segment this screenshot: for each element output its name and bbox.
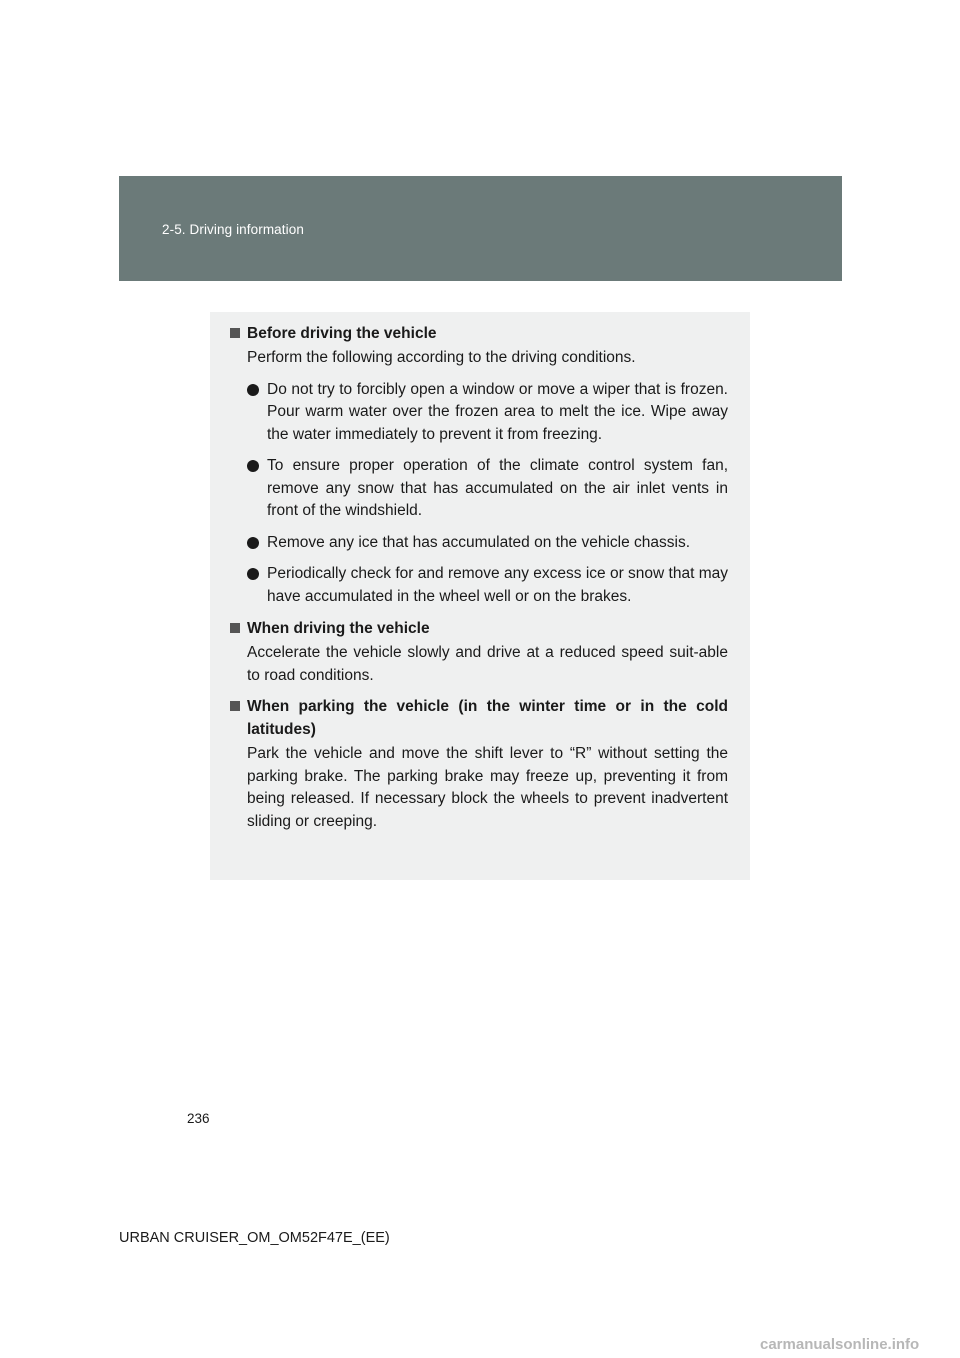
section-body: Park the vehicle and move the shift lever to “R” without setting the parking brake. The parking brake may freeze up, preventing it from being released. If necessary block the wheels to prevent inadvertent sliding or creeping. xyxy=(247,745,728,830)
section-heading-text: When driving the vehicle xyxy=(247,620,430,637)
section-heading-text: Before driving the vehicle xyxy=(247,325,437,342)
circle-bullet-icon xyxy=(247,537,259,549)
section-heading xyxy=(230,617,728,640)
section-when-parking xyxy=(230,695,728,833)
square-bullet-icon xyxy=(230,623,240,633)
section-when-driving xyxy=(230,617,728,687)
square-bullet-icon xyxy=(230,328,240,338)
list-item-text: To ensure proper operation of the climate control system fan, remove any snow that has accumulated on the air inlet vents in front of the windshield. xyxy=(267,457,728,519)
section-heading-text: When parking the vehicle (in the winter time or in the cold latitudes) xyxy=(247,698,728,738)
list-item-text: Periodically check for and remove any excess ice or snow that may have accumulated in the wheel well or on the brakes. xyxy=(267,565,728,605)
list-item xyxy=(247,455,728,523)
list-item-text: Do not try to forcibly open a window or move a wiper that is frozen. Pour warm water over the frozen area to melt the ice. Wipe away the water immediately to prevent it from freezing. xyxy=(267,380,728,443)
bullet-list xyxy=(230,379,728,609)
section-body: Perform the following according to the driving conditions. xyxy=(247,349,636,366)
section-before-driving xyxy=(230,322,728,608)
document-code: URBAN CRUISER_OM_OM52F47E_(EE) xyxy=(119,1230,390,1246)
chapter-title: 2-5. Driving information xyxy=(162,222,304,237)
info-box xyxy=(210,312,750,880)
section-body: Accelerate the vehicle slowly and drive at a reduced speed suit-able to road conditions. xyxy=(247,644,728,684)
list-item xyxy=(247,563,728,608)
circle-bullet-icon xyxy=(247,384,259,396)
square-bullet-icon xyxy=(230,701,240,711)
list-item xyxy=(247,379,728,447)
page-number: 236 xyxy=(187,1111,210,1126)
list-item xyxy=(247,532,728,555)
section-heading xyxy=(230,695,728,741)
circle-bullet-icon xyxy=(247,568,259,580)
chapter-header xyxy=(119,176,842,281)
circle-bullet-icon xyxy=(247,460,259,472)
section-heading xyxy=(230,322,728,345)
watermark: carmanualsonline.info xyxy=(760,1336,920,1353)
list-item-text: Remove any ice that has accumulated on the vehicle chassis. xyxy=(267,533,691,551)
